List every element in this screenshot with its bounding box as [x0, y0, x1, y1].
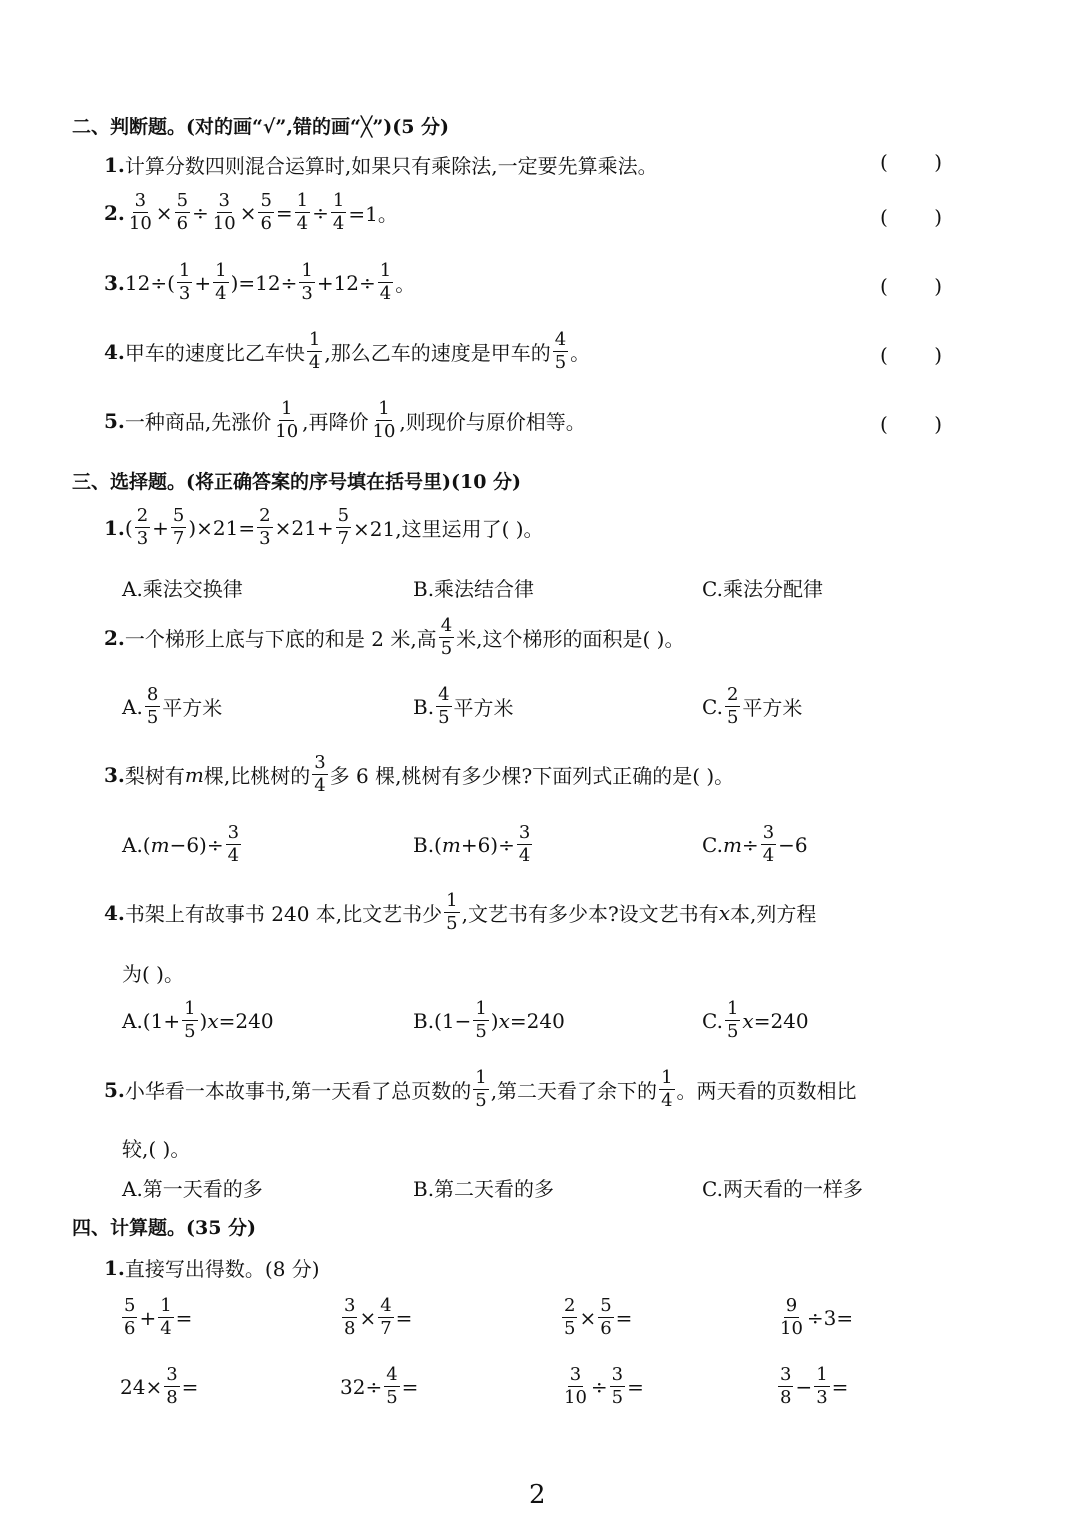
fraction: $\frac{3}{4}$: [518, 822, 531, 866]
fraction: $\frac{1}{4}$: [661, 1067, 673, 1111]
fraction: $\frac{3}{4}$: [227, 822, 240, 866]
choice-question-3: 3. 梨树有 m 棵,比桃树的 $\frac{3}{4}$ 多 6 棵,桃树有多少棵?下面列式正确的是( )。: [104, 752, 735, 796]
answer-paren-j2[interactable]: ( ): [880, 205, 942, 229]
answer-paren-j3[interactable]: ( ): [880, 274, 942, 298]
fraction: $\frac{3}{4}$: [314, 752, 326, 796]
choice-question-1: 1. ( $\frac{2}{3}$ + $\frac{5}{7}$ )×21= $\frac{2}{3}$ ×21+ $\frac{5}{7}$ ×21,这里运用了( )。: [104, 505, 544, 549]
fraction: $\frac{5}{7}$: [337, 505, 350, 549]
choice-question-5: 5. 小华看一本故事书,第一天看了总页数的 $\frac{1}{5}$ ,第二天看了余下的 $\frac{1}{4}$ 。两天看的页数相比: [104, 1067, 857, 1111]
fraction: $\frac{4}{7}$: [380, 1295, 392, 1339]
choice-question-4: 4. 书架上有故事书 240 本,比文艺书少 $\frac{1}{5}$ ,文艺书有多少本?设文艺书有 x 本,列方程: [104, 890, 817, 934]
fraction: $\frac{1}{4}$: [160, 1295, 172, 1339]
answer-paren-j5[interactable]: ( ): [880, 412, 942, 436]
section-4-title: 四、计算题。(35 分): [72, 1217, 257, 1239]
choice-question-5-line2: 较,( )。: [122, 1137, 191, 1161]
fraction: $\frac{1}{3}$: [816, 1364, 828, 1408]
calc-item-r1c2[interactable]: $\frac{3}{8}$ × $\frac{4}{7}$ =: [344, 1295, 413, 1339]
fraction: $\frac{1}{3}$: [301, 260, 313, 304]
judge-question-1: 1. 计算分数四则混合运算时,如果只有乘除法,一定要先算乘法。: [104, 152, 658, 178]
fraction: $\frac{1}{3}$: [178, 260, 191, 304]
fraction: $\frac{1}{4}$: [332, 190, 345, 234]
calc-item-r2c2[interactable]: 32÷ $\frac{4}{5}$ =: [340, 1364, 419, 1408]
fraction: $\frac{3}{10}$: [564, 1364, 587, 1408]
option-1c[interactable]: C.乘法分配律: [702, 577, 823, 601]
fraction: $\frac{1}{5}$: [475, 1067, 487, 1111]
option-2c[interactable]: C. $\frac{2}{5}$ 平方米: [702, 684, 803, 728]
section-3-title: 三、选择题。(将正确答案的序号填在括号里)(10 分): [72, 471, 522, 493]
option-5a[interactable]: A.第一天看的多: [122, 1177, 263, 1201]
fraction: $\frac{4}{5}$: [554, 329, 567, 373]
fraction: $\frac{5}{6}$: [176, 190, 189, 234]
option-2a[interactable]: A. $\frac{8}{5}$ 平方米: [122, 684, 223, 728]
answer-paren-j4[interactable]: ( ): [880, 343, 942, 367]
calc-item-r2c4[interactable]: $\frac{3}{8}$ − $\frac{1}{3}$ =: [780, 1364, 849, 1408]
choice-question-4-line2: 为( )。: [122, 962, 184, 986]
section-2-title: 二、判断题。(对的画“√”,错的画“╳”)(5 分): [72, 116, 450, 138]
option-2b[interactable]: B. $\frac{4}{5}$ 平方米: [413, 684, 514, 728]
judge-question-3: 3. 12÷( $\frac{1}{3}$ + $\frac{1}{4}$ )=12÷ $\frac{1}{3}$ +12÷ $\frac{1}{4}$ 。: [104, 260, 416, 304]
fraction: $\frac{1}{5}$: [446, 890, 458, 934]
fraction: $\frac{9}{10}$: [780, 1295, 803, 1339]
fraction: $\frac{1}{4}$: [296, 190, 309, 234]
fraction: $\frac{5}{6}$: [124, 1295, 136, 1339]
fraction: $\frac{2}{5}$: [726, 684, 739, 728]
calc-item-r2c3[interactable]: $\frac{3}{10}$ ÷ $\frac{3}{5}$ =: [564, 1364, 644, 1408]
fraction: $\frac{3}{8}$: [344, 1295, 356, 1339]
option-3c[interactable]: C. m ÷ $\frac{3}{4}$ −6: [702, 822, 808, 866]
answer-paren-j1[interactable]: ( ): [880, 150, 942, 174]
calc-item-r1c3[interactable]: $\frac{2}{5}$ × $\frac{5}{6}$ =: [564, 1295, 633, 1339]
page-number: 2: [529, 1480, 546, 1510]
option-1b[interactable]: B.乘法结合律: [413, 577, 535, 601]
fraction: $\frac{4}{5}$: [386, 1364, 398, 1408]
fraction: $\frac{3}{8}$: [780, 1364, 792, 1408]
fraction: $\frac{1}{5}$: [184, 998, 196, 1042]
calc-item-r1c4[interactable]: $\frac{9}{10}$ ÷3=: [780, 1295, 854, 1339]
judge-question-5: 5. 一种商品,先涨价 $\frac{1}{10}$ ,再降价 $\frac{1}{10}$ ,则现价与原价相等。: [104, 398, 586, 442]
calc-item-r1c1[interactable]: $\frac{5}{6}$ + $\frac{1}{4}$ =: [124, 1295, 193, 1339]
option-4b[interactable]: B.(1− $\frac{1}{5}$ ) x =240: [413, 998, 565, 1042]
fraction: $\frac{4}{5}$: [440, 615, 453, 659]
fraction: $\frac{2}{3}$: [136, 505, 149, 549]
fraction: $\frac{1}{5}$: [726, 998, 739, 1042]
fraction: $\frac{3}{10}$: [128, 190, 152, 234]
calc-question-1: 1. 直接写出得数。(8 分): [104, 1255, 320, 1281]
fraction: $\frac{1}{4}$: [379, 260, 392, 304]
option-1a[interactable]: A.乘法交换律: [122, 577, 243, 601]
judge-question-4: 4. 甲车的速度比乙车快 $\frac{1}{4}$ ,那么乙车的速度是甲车的 $\frac{4}{5}$ 。: [104, 329, 591, 373]
fraction: $\frac{3}{8}$: [166, 1364, 178, 1408]
fraction: $\frac{1}{10}$: [372, 398, 396, 442]
fraction: $\frac{4}{5}$: [438, 684, 450, 728]
option-3b[interactable]: B.( m +6)÷ $\frac{3}{4}$: [413, 822, 531, 866]
judge-question-2: 2. $\frac{3}{10}$ × $\frac{5}{6}$ ÷ $\frac{3}{10}$ × $\frac{5}{6}$ = $\frac{1}{4}$ ÷ $\frac{1}{4}$ =1。: [104, 190, 398, 234]
fraction: $\frac{1}{10}$: [275, 398, 299, 442]
fraction: $\frac{5}{7}$: [172, 505, 185, 549]
option-4a[interactable]: A.(1+ $\frac{1}{5}$ ) x =240: [122, 998, 274, 1042]
fraction: $\frac{3}{4}$: [762, 822, 775, 866]
option-4c[interactable]: C. $\frac{1}{5}$ x =240: [702, 998, 809, 1042]
fraction: $\frac{2}{5}$: [564, 1295, 576, 1339]
fraction: $\frac{1}{5}$: [475, 998, 487, 1042]
option-3a[interactable]: A.( m −6)÷ $\frac{3}{4}$: [122, 822, 240, 866]
fraction: $\frac{5}{6}$: [260, 190, 272, 234]
option-5c[interactable]: C.两天看的一样多: [702, 1177, 863, 1201]
choice-question-2: 2. 一个梯形上底与下底的和是 2 米,高 $\frac{4}{5}$ 米,这个梯形的面积是( )。: [104, 615, 685, 659]
fraction: $\frac{2}{3}$: [259, 505, 271, 549]
fraction: $\frac{8}{5}$: [146, 684, 159, 728]
calc-item-r2c1[interactable]: 24× $\frac{3}{8}$ =: [120, 1364, 199, 1408]
fraction: $\frac{5}{6}$: [600, 1295, 612, 1339]
fraction: $\frac{3}{5}$: [611, 1364, 624, 1408]
fraction: $\frac{3}{10}$: [212, 190, 236, 234]
option-5b[interactable]: B.第二天看的多: [413, 1177, 555, 1201]
fraction: $\frac{1}{4}$: [308, 329, 321, 373]
fraction: $\frac{1}{4}$: [215, 260, 227, 304]
